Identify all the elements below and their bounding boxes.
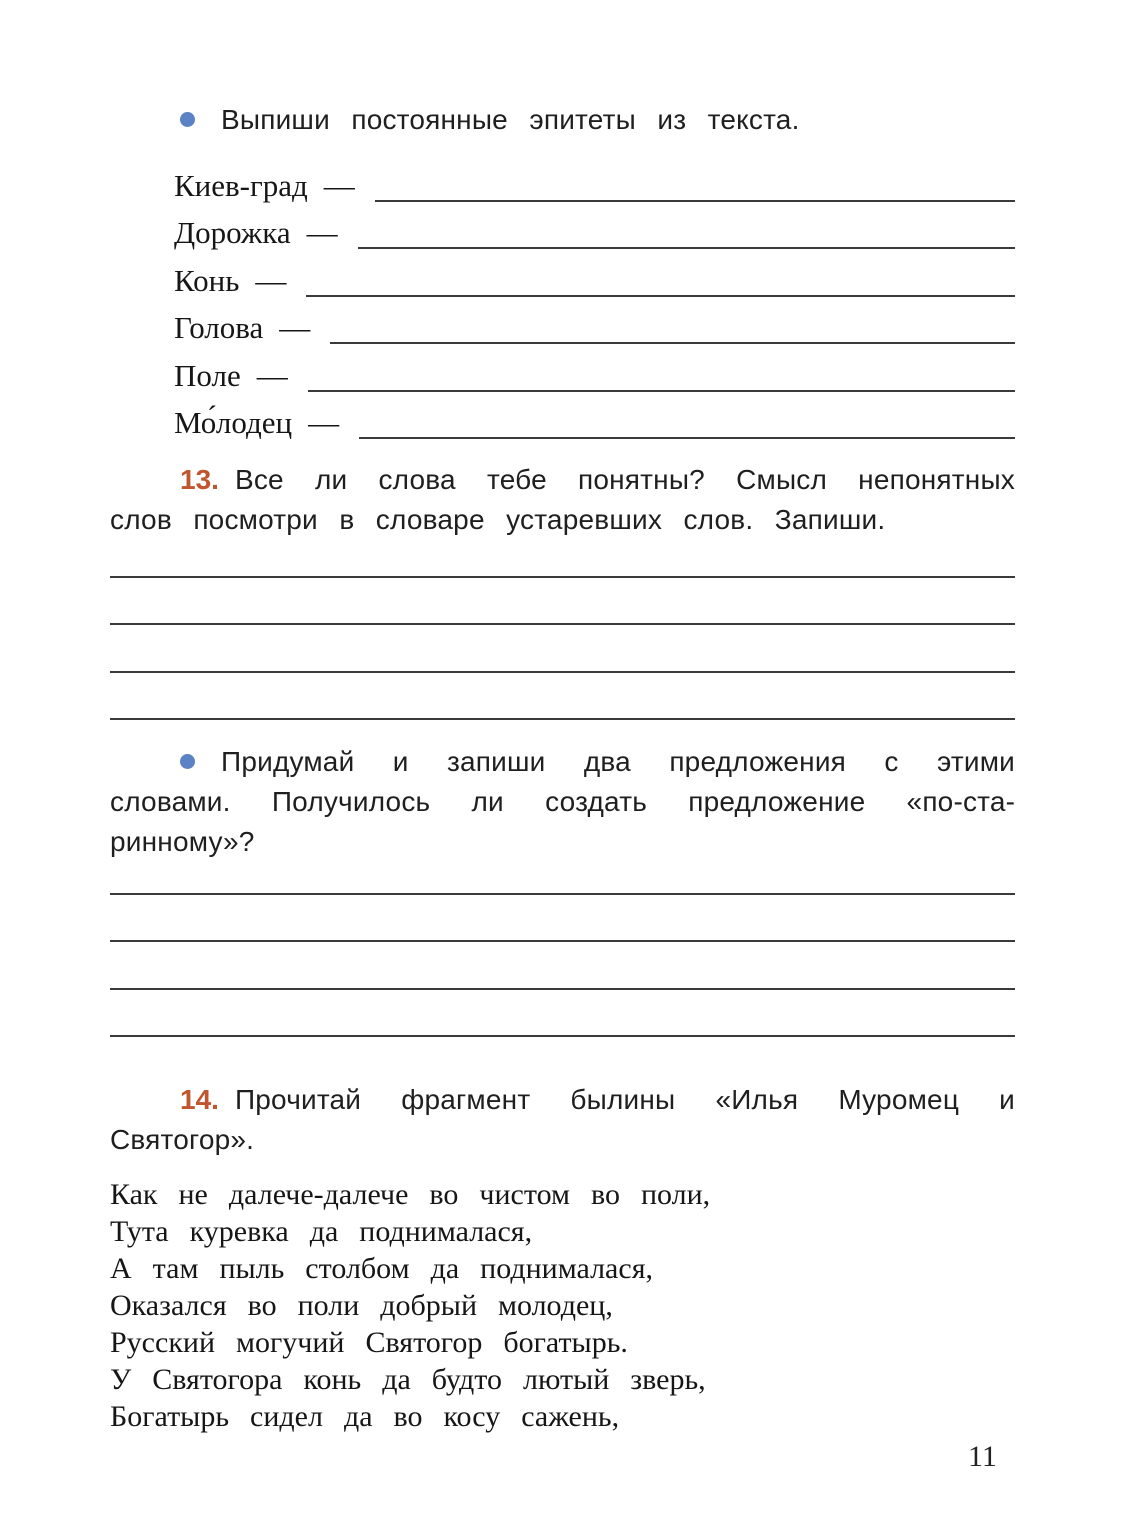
page-number: 11 [968,1440,997,1473]
poem-line: А там пыль столбом да поднималася, [110,1252,653,1285]
writing-line[interactable] [110,673,1015,721]
bullet-dot-icon [180,754,195,769]
bullet-instruction-sentences [110,742,1015,862]
dash: — [255,262,287,298]
bullet-instruction-epithets [110,100,1015,140]
writing-line[interactable] [110,625,1015,673]
writing-line[interactable] [375,200,1015,202]
bullet-dot-icon [180,112,195,127]
writing-line[interactable] [110,895,1015,943]
writing-line[interactable] [110,942,1015,990]
writing-line[interactable] [358,247,1015,249]
writing-line[interactable] [306,295,1015,297]
writing-line[interactable] [330,342,1015,344]
task-13-number: 13. [180,464,219,495]
epithet-list [110,157,1015,442]
dash: — [308,405,340,440]
task-14-text: Прочитай фрагмент былины «Илья Муромец и Святогор». [110,1084,1015,1155]
epithet-row-golova [110,300,1015,348]
epithet-word: Поле [174,357,241,393]
writing-line[interactable] [110,990,1015,1038]
writing-line[interactable] [110,530,1015,578]
poem-line: У Святогора конь да будто лютый зверь, [110,1363,706,1396]
poem-line: Как не далече-далече во чистом во поли, [110,1178,711,1211]
poem-line: Оказался во поли добрый молодец, [110,1289,613,1322]
task-13-text: Все ли слова тебе понятны? Смысл непонятных слов посмотри в словаре устаревших слов. Запиши. [110,464,1015,535]
epithet-row-kon [110,252,1015,300]
writing-line[interactable] [308,390,1015,392]
dash: — [323,167,355,203]
dash: — [256,357,288,393]
epithet-row-dorozhka [110,205,1015,253]
epithet-row-molodets [110,395,1015,443]
epithet-row-kiev-grad [110,157,1015,205]
epithet-word: Мо́лодец [174,405,293,440]
bullet-instruction-text: Выпиши постоянные эпитеты из текста. [221,104,800,135]
bylina-fragment [110,1176,1015,1435]
task-14-number: 14. [180,1084,219,1115]
poem-line: Русский могучий Святогор богатырь. [110,1326,628,1359]
writing-line[interactable] [110,847,1015,895]
dash: — [306,215,338,250]
epithet-row-pole [110,347,1015,395]
epithet-word: Конь [174,262,240,298]
writing-line[interactable] [359,437,1015,439]
epithet-word: Голова [174,310,264,345]
poem-line: Богатырь сидел да во косу сажень, [110,1400,620,1433]
task-13-instruction [110,460,1015,540]
sentences-answer-lines [110,847,1015,1037]
bullet-instruction-text: Придумай и запиши два предложения с этими словами. Получилось ли создать предложение «по-старинному»? [110,746,1015,857]
epithet-word: Киев-град [174,167,308,203]
task-14-instruction [110,1080,1015,1160]
epithet-word: Дорожка [174,215,291,250]
dash: — [279,310,311,345]
writing-line[interactable] [110,578,1015,626]
task-13-answer-lines [110,530,1015,720]
poem-line: Тута куревка да поднималася, [110,1215,533,1248]
